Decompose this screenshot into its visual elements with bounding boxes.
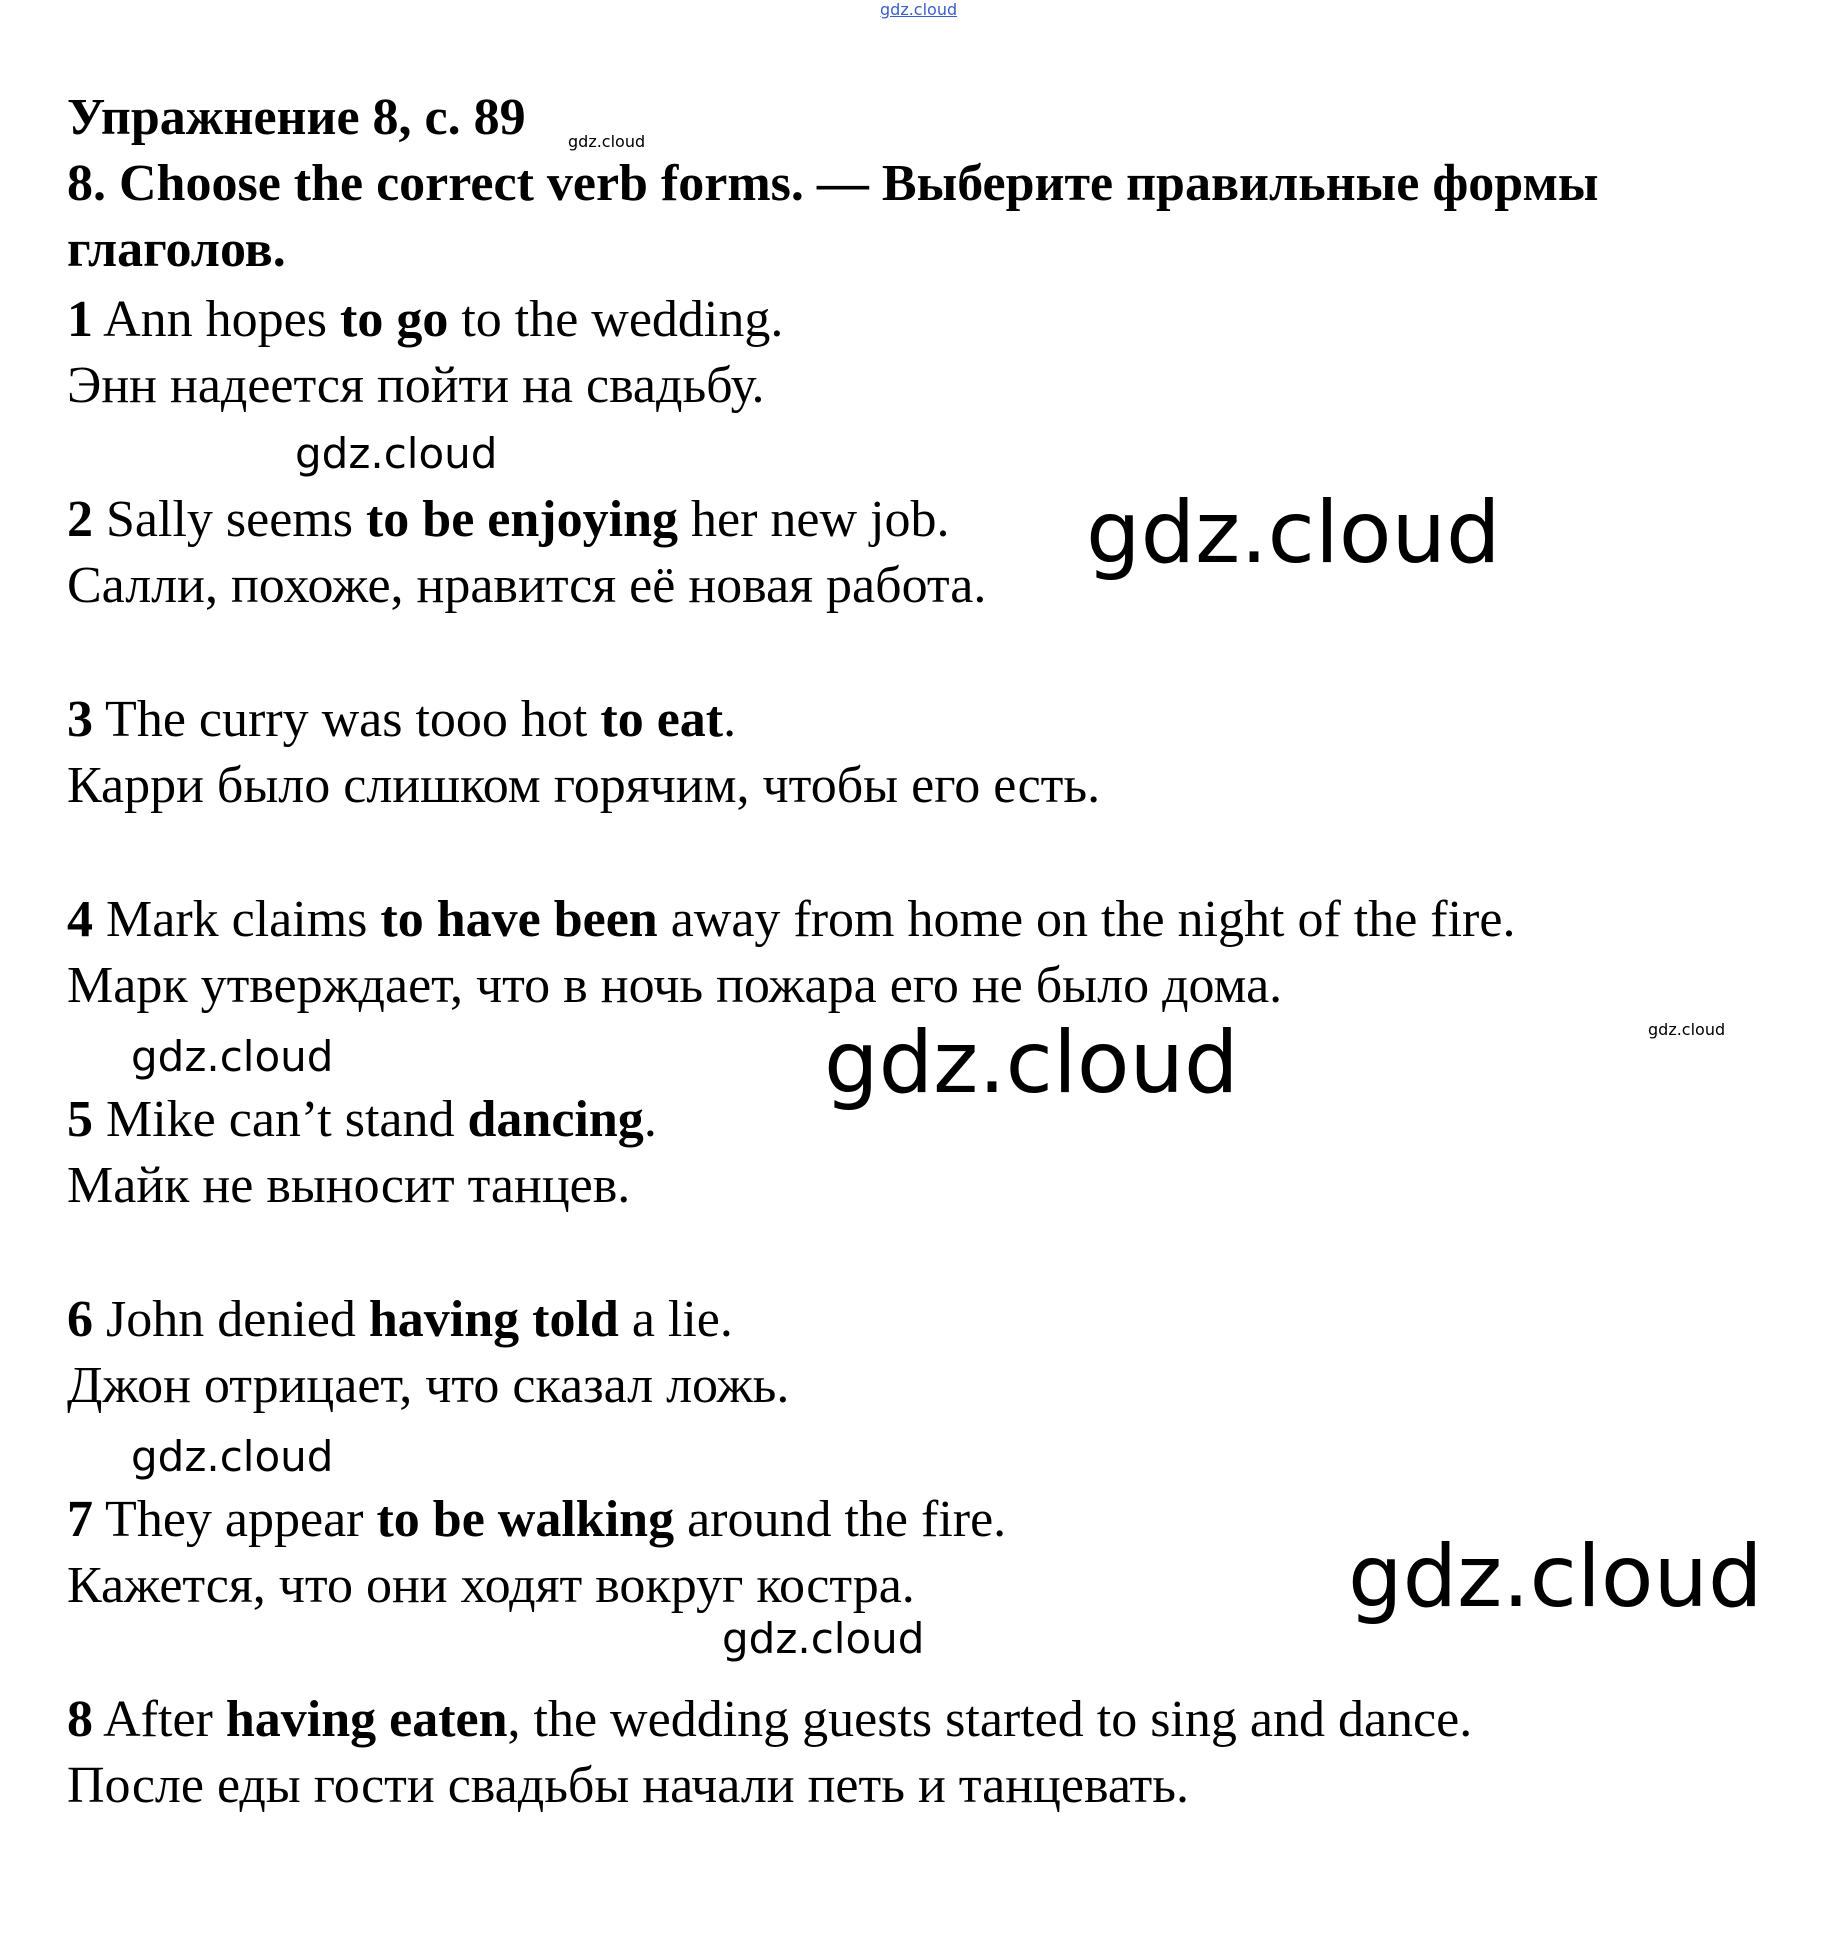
verb-answer: having told: [368, 1291, 619, 1348]
text-before: After: [93, 1691, 226, 1748]
item-number: 7: [67, 1491, 93, 1548]
item-4-russian: Марк утверждает, что в ночь пожара его не было дома.: [67, 957, 1283, 1014]
item-number: 1: [67, 291, 93, 348]
text-before: Mike can’t stand: [93, 1091, 468, 1148]
item-7-russian: Кажется, что они ходят вокруг костра.: [67, 1557, 915, 1614]
item-3-english: [67, 690, 736, 750]
item-1-russian: Энн надеется пойти на свадьбу.: [67, 357, 765, 414]
item-5-russian: Майк не выносит танцев.: [67, 1157, 631, 1214]
item-1-english: [67, 290, 783, 350]
text-before: Mark claims: [93, 891, 381, 948]
watermark-3: gdz.cloud: [1648, 1020, 1726, 1039]
watermark-8: gdz.cloud: [722, 1614, 925, 1663]
verb-answer: dancing: [467, 1091, 644, 1148]
watermark-2: gdz.cloud: [1086, 483, 1501, 583]
text-before: Ann hopes: [93, 291, 340, 348]
item-number: 8: [67, 1691, 93, 1748]
text-before: They appear: [93, 1491, 377, 1548]
text-after: .: [723, 691, 737, 748]
item-number: 3: [67, 691, 93, 748]
verb-answer: to have been: [380, 891, 658, 948]
watermark-4: gdz.cloud: [131, 1032, 334, 1081]
text-before: John denied: [93, 1291, 369, 1348]
item-5-english: [67, 1090, 657, 1150]
text-after: a lie.: [618, 1291, 733, 1348]
text-after: .: [643, 1091, 657, 1148]
verb-answer: to go: [340, 291, 449, 348]
text-after: , the wedding guests started to sing and dance.: [507, 1691, 1473, 1748]
item-6-english: [67, 1290, 733, 1350]
exercise-title: Упражнение 8, с. 89: [67, 89, 526, 146]
item-6-russian: Джон отрицает, что сказал ложь.: [67, 1357, 790, 1414]
item-number: 2: [67, 491, 93, 548]
watermark-6: gdz.cloud: [131, 1432, 334, 1481]
item-8-english: [67, 1690, 1472, 1750]
watermark-7: gdz.cloud: [1348, 1527, 1763, 1627]
watermark-1: gdz.cloud: [295, 429, 498, 478]
item-7-english: [67, 1490, 1006, 1550]
verb-answer: to be enjoying: [365, 491, 678, 548]
text-before: The curry was tooo hot: [93, 691, 601, 748]
item-number: 6: [67, 1291, 93, 1348]
item-number: 4: [67, 891, 93, 948]
text-after: her new job.: [677, 491, 950, 548]
task-instruction-line2: глаголов.: [67, 221, 286, 278]
verb-answer: having eaten: [225, 1691, 508, 1748]
item-2-english: [67, 490, 949, 550]
watermark-title: gdz.cloud: [568, 132, 646, 151]
item-2-russian: Салли, похоже, нравится её новая работа.: [67, 557, 987, 614]
verb-answer: to be walking: [376, 1491, 675, 1548]
task-instruction-line1: 8. Choose the correct verb forms. — Выберите правильные формы: [67, 155, 1599, 212]
verb-answer: to eat: [600, 691, 724, 748]
text-after: to the wedding.: [448, 291, 784, 348]
watermark-top: gdz.cloud: [880, 0, 958, 19]
item-3-russian: Карри было слишком горячим, чтобы его есть.: [67, 757, 1101, 814]
text-after: around the fire.: [674, 1491, 1007, 1548]
item-4-english: [67, 890, 1515, 950]
watermark-5: gdz.cloud: [824, 1013, 1239, 1113]
item-8-russian: После еды гости свадьбы начали петь и танцевать.: [67, 1757, 1189, 1814]
text-before: Sally seems: [93, 491, 366, 548]
item-number: 5: [67, 1091, 93, 1148]
text-after: away from home on the night of the fire.: [657, 891, 1516, 948]
